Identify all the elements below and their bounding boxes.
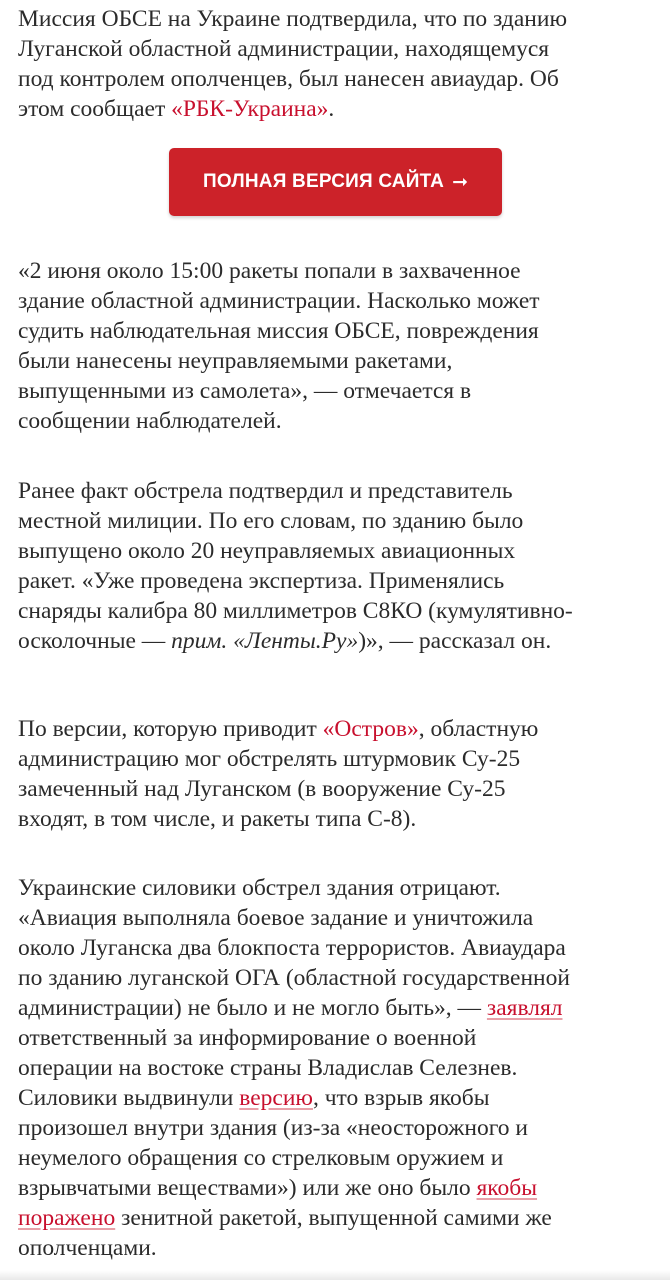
paragraph-3 — [18, 476, 652, 656]
arrow-right-icon: ➞ — [452, 171, 469, 193]
version-link[interactable]: версию — [239, 1085, 313, 1111]
ostrov-link[interactable]: «Остров» — [322, 716, 419, 742]
paragraph-5-text: Украинские силовики обстрел здания отрицают. «Авиация выполняла боевое задание и уничтожила около Луганска два блокпоста террористов. Авиаудара по зданию луганской ОГА (областной государственной администрации) не было и не могло быть», — — [18, 875, 570, 1021]
paragraph-1-end: . — [328, 96, 335, 122]
paragraph-2 — [18, 256, 652, 436]
paragraph-1 — [18, 4, 652, 124]
bottom-edge-shadow — [0, 1270, 670, 1280]
paragraph-4-text: По версии, которую приводит — [18, 716, 323, 742]
allegedly-hit-link[interactable]: якобы поражено — [18, 1175, 538, 1231]
full-version-button-label: ПОЛНАЯ ВЕРСИЯ САЙТА — [202, 171, 445, 192]
paragraph-2-text: «2 июня около 15:00 ракеты попали в захваченное здание областной администрации. Насколько может судить наблюдательная миссия ОБСЕ, повреждения были нанесены неуправляемыми ракетами, выпущенными из самолета», — отмечается в сообщении наблюдателей. — [18, 258, 540, 434]
rbc-ukraine-link[interactable]: «РБК-Украина» — [171, 96, 329, 122]
paragraph-5 — [18, 873, 652, 1263]
full-version-button[interactable] — [169, 148, 502, 216]
paragraph-5-text-2: ответственный за информирование о военной операции на востоке страны Владислав Селезнев. Силовики выдвинули — [18, 1025, 518, 1111]
paragraph-5-end: зенитной ракетой, выпущенной самими же ополченцами. — [18, 1205, 552, 1261]
stated-link[interactable]: заявлял — [486, 995, 563, 1021]
paragraph-4 — [18, 714, 652, 834]
paragraph-5-text-3: , что взрыв якобы произошел внутри здания (из-за «неосторожного и неумелого обращения со стрелковым оружием и взрывчатыми веществами») или же оно было — [18, 1085, 529, 1201]
paragraph-4-end: , областную администрацию мог обстрелять штурмовик Су-25 замеченный над Луганском (в вооружение Су-25 входят, в том числе, и ракеты типа С-8). — [18, 716, 539, 832]
paragraph-3-text: Ранее факт обстрела подтвердил и представитель местной милиции. По его словам, по зданию было выпущено около 20 неуправляемых авиационных ракет. «Уже проведена экспертиза. Применялись снаряды калибра 80 миллиметров С8КО (кумулятивно- осколочные — — [18, 478, 573, 654]
editor-note: прим. «Ленты.Ру» — [171, 628, 359, 654]
paragraph-1-text: Миссия ОБСЕ на Украине подтвердила, что по зданию Луганской областной администрации, находящемуся под контролем ополченцев, был нанесен авиаудар. Об этом сообщает — [18, 6, 568, 122]
paragraph-3-end: )», — рассказал он. — [358, 628, 552, 654]
